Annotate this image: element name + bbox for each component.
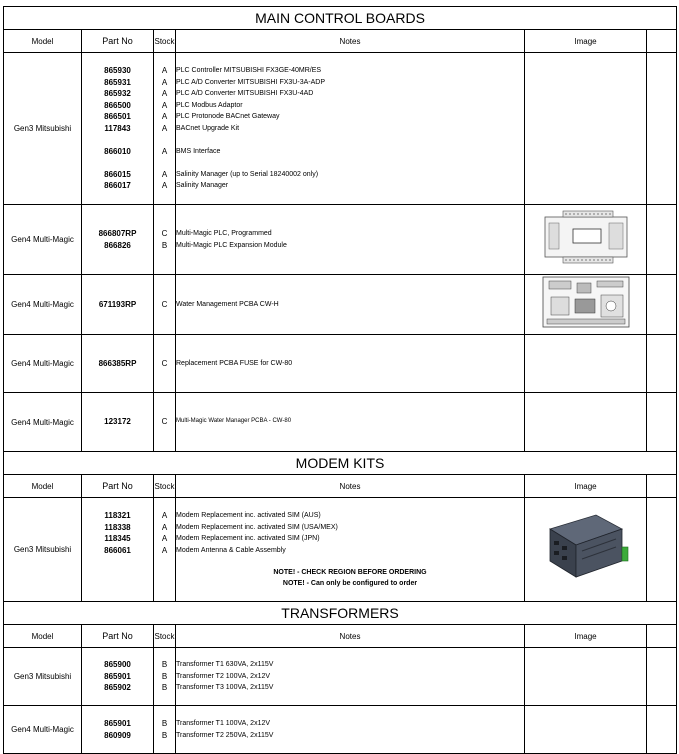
image-cell xyxy=(525,53,647,205)
part-number: 865931 xyxy=(104,77,131,87)
header-row xyxy=(4,475,677,498)
notes-cell xyxy=(176,335,525,393)
part-number: 118345 xyxy=(104,534,131,543)
header-stock: Stock xyxy=(154,475,176,498)
header-part-no: Part No xyxy=(82,475,154,498)
region-warning: NOTE! - CHECK REGION BEFORE ORDERING xyxy=(273,569,427,576)
part-number: 865930 xyxy=(104,66,131,76)
stock-cell xyxy=(154,275,176,335)
header-part-no: Part No xyxy=(82,30,154,53)
model-cell: Gen3 Mitsubishi xyxy=(4,648,82,706)
model-cell: Gen4 Multi-Magic xyxy=(4,205,82,275)
stock-cell xyxy=(154,393,176,452)
plc-module-image xyxy=(543,209,629,265)
part-number: 866385RP xyxy=(98,358,137,368)
note-line: BACnet Upgrade Kit xyxy=(176,124,240,132)
stock-code: C xyxy=(161,299,168,309)
parts-sheet xyxy=(3,6,676,754)
modem-device-image xyxy=(540,507,632,587)
note-line: Modem Antenna & Cable Assembly xyxy=(176,546,286,554)
part-number: 123172 xyxy=(104,417,131,427)
stock-code: A xyxy=(161,511,168,520)
table-row xyxy=(4,335,677,393)
notes-cell xyxy=(176,498,525,602)
note-line: Multi-Magic PLC Expansion Module xyxy=(176,241,287,249)
extra-cell xyxy=(647,498,677,602)
part-cell xyxy=(82,275,154,335)
stock-code: A xyxy=(161,66,168,76)
header-model: Model xyxy=(4,475,82,498)
stock-code: B xyxy=(161,730,168,740)
stock-code: A xyxy=(161,77,168,87)
stock-code: A xyxy=(161,545,168,555)
model-cell: Gen3 Mitsubishi xyxy=(4,53,82,205)
header-stock: Stock xyxy=(154,30,176,53)
extra-cell xyxy=(647,648,677,706)
note-line: PLC Controller MITSUBISHI FX3GE-40MR/ES xyxy=(176,67,322,75)
stock-code: C xyxy=(161,229,168,238)
parts-table xyxy=(3,6,677,754)
image-cell xyxy=(525,498,647,602)
extra-cell xyxy=(647,335,677,393)
header-part-no: Part No xyxy=(82,625,154,648)
stock-code: B xyxy=(161,719,168,728)
stock-code: A xyxy=(161,181,168,191)
section-title-modem: MODEM KITS xyxy=(4,452,677,475)
note-line: Transformer T3 100VA, 2x115V xyxy=(176,684,274,692)
notes-cell xyxy=(176,648,525,706)
pcba-board-image xyxy=(541,275,631,329)
part-number: 860909 xyxy=(104,730,131,740)
header-model: Model xyxy=(4,30,82,53)
header-row xyxy=(4,30,677,53)
stock-code: B xyxy=(161,671,168,681)
part-number: 866015 xyxy=(104,169,131,179)
part-cell xyxy=(82,498,154,602)
image-cell xyxy=(525,335,647,393)
part-number: 865901 xyxy=(104,719,131,728)
part-number: 866807RP xyxy=(98,229,137,238)
header-model: Model xyxy=(4,625,82,648)
notes-cell xyxy=(176,53,525,205)
part-number: 118321 xyxy=(104,511,131,520)
table-row xyxy=(4,275,677,335)
header-image: Image xyxy=(525,30,647,53)
table-row xyxy=(4,706,677,754)
note-line: Transformer T2 250VA, 2x115V xyxy=(176,731,274,739)
note-line: Water Management PCBA CW-H xyxy=(176,300,279,308)
header-blank xyxy=(647,475,677,498)
part-number: 865900 xyxy=(104,660,131,670)
model-cell: Gen4 Multi-Magic xyxy=(4,393,82,452)
stock-code: A xyxy=(161,534,168,543)
note-line: Salinity Manager (up to Serial 18240002 only) xyxy=(176,170,319,178)
note-line: PLC Protonode BACnet Gateway xyxy=(176,113,280,121)
note-line: Transformer T1 100VA, 2x12V xyxy=(176,720,271,727)
stock-code: A xyxy=(161,112,168,122)
stock-cell xyxy=(154,706,176,754)
header-stock: Stock xyxy=(154,625,176,648)
model-cell: Gen4 Multi-Magic xyxy=(4,335,82,393)
model-cell: Gen3 Mitsubishi xyxy=(4,498,82,602)
notes-cell xyxy=(176,205,525,275)
extra-cell xyxy=(647,393,677,452)
stock-cell xyxy=(154,335,176,393)
section-title-main: MAIN CONTROL BOARDS xyxy=(4,7,677,30)
header-image: Image xyxy=(525,625,647,648)
stock-code: A xyxy=(161,522,168,532)
part-number: 866501 xyxy=(104,112,131,122)
extra-cell xyxy=(647,205,677,275)
note-line: PLC A/D Converter MITSUBISHI FX3U-4AD xyxy=(176,90,314,98)
note-line: Salinity Manager xyxy=(176,182,229,190)
note-line: Modem Replacement inc. activated SIM (JPN) xyxy=(176,535,320,542)
table-row xyxy=(4,205,677,275)
part-number: 866500 xyxy=(104,100,131,110)
extra-cell xyxy=(647,53,677,205)
image-cell xyxy=(525,706,647,754)
part-cell xyxy=(82,205,154,275)
header-notes: Notes xyxy=(176,625,525,648)
stock-code: C xyxy=(161,358,168,368)
stock-code: A xyxy=(161,123,168,133)
note-line: Transformer T2 100VA, 2x12V xyxy=(176,672,271,680)
stock-code: B xyxy=(161,660,168,670)
image-cell xyxy=(525,648,647,706)
table-row xyxy=(4,53,677,205)
header-row xyxy=(4,625,677,648)
part-number: 866826 xyxy=(104,240,131,250)
table-row xyxy=(4,393,677,452)
stock-code: B xyxy=(161,240,168,250)
part-cell xyxy=(82,648,154,706)
notes-cell xyxy=(176,393,525,452)
part-cell xyxy=(82,706,154,754)
part-number: 865901 xyxy=(104,671,131,681)
part-number: 866010 xyxy=(104,146,131,156)
part-number: 865902 xyxy=(104,683,131,693)
part-number: 866017 xyxy=(104,181,131,191)
image-cell xyxy=(525,275,647,335)
extra-cell xyxy=(647,275,677,335)
stock-cell xyxy=(154,498,176,602)
note-line: Multi-Magic Water Manager PCBA - CW-80 xyxy=(176,418,292,425)
part-number: 671193RP xyxy=(98,299,137,309)
stock-cell xyxy=(154,648,176,706)
table-row xyxy=(4,498,677,602)
stock-code: A xyxy=(161,89,168,99)
note-line: Replacement PCBA FUSE for CW-80 xyxy=(176,359,293,367)
header-blank xyxy=(647,30,677,53)
table-row xyxy=(4,648,677,706)
model-cell: Gen4 Multi-Magic xyxy=(4,706,82,754)
stock-cell xyxy=(154,53,176,205)
part-number: 866061 xyxy=(104,545,131,555)
part-cell xyxy=(82,393,154,452)
part-number: 865932 xyxy=(104,89,131,99)
model-cell: Gen4 Multi-Magic xyxy=(4,275,82,335)
notes-cell xyxy=(176,706,525,754)
stock-code: C xyxy=(161,417,168,427)
header-notes: Notes xyxy=(176,30,525,53)
note-line: BMS Interface xyxy=(176,147,221,155)
stock-code: A xyxy=(161,100,168,110)
note-line: Multi-Magic PLC, Programmed xyxy=(176,230,272,237)
part-cell xyxy=(82,335,154,393)
stock-code: B xyxy=(161,683,168,693)
extra-cell xyxy=(647,706,677,754)
note-line: PLC Modbus Adaptor xyxy=(176,101,243,109)
stock-code: A xyxy=(161,169,168,179)
stock-code: A xyxy=(161,146,168,156)
header-notes: Notes xyxy=(176,475,525,498)
note-line: PLC A/D Converter MITSUBISHI FX3U-3A-ADP xyxy=(176,78,325,86)
part-number: 118338 xyxy=(104,522,131,532)
note-line: Modem Replacement inc. activated SIM (USA/MEX) xyxy=(176,523,338,531)
part-cell xyxy=(82,53,154,205)
notes-cell xyxy=(176,275,525,335)
image-cell xyxy=(525,393,647,452)
section-title-transformers: TRANSFORMERS xyxy=(4,602,677,625)
header-image: Image xyxy=(525,475,647,498)
part-number: 117843 xyxy=(104,123,131,133)
config-warning: NOTE! - Can only be configured to order xyxy=(282,579,418,587)
note-line: Modem Replacement inc. activated SIM (AUS) xyxy=(176,512,321,519)
note-line: Transformer T1 630VA, 2x115V xyxy=(176,661,274,669)
stock-cell xyxy=(154,205,176,275)
header-blank xyxy=(647,625,677,648)
image-cell xyxy=(525,205,647,275)
